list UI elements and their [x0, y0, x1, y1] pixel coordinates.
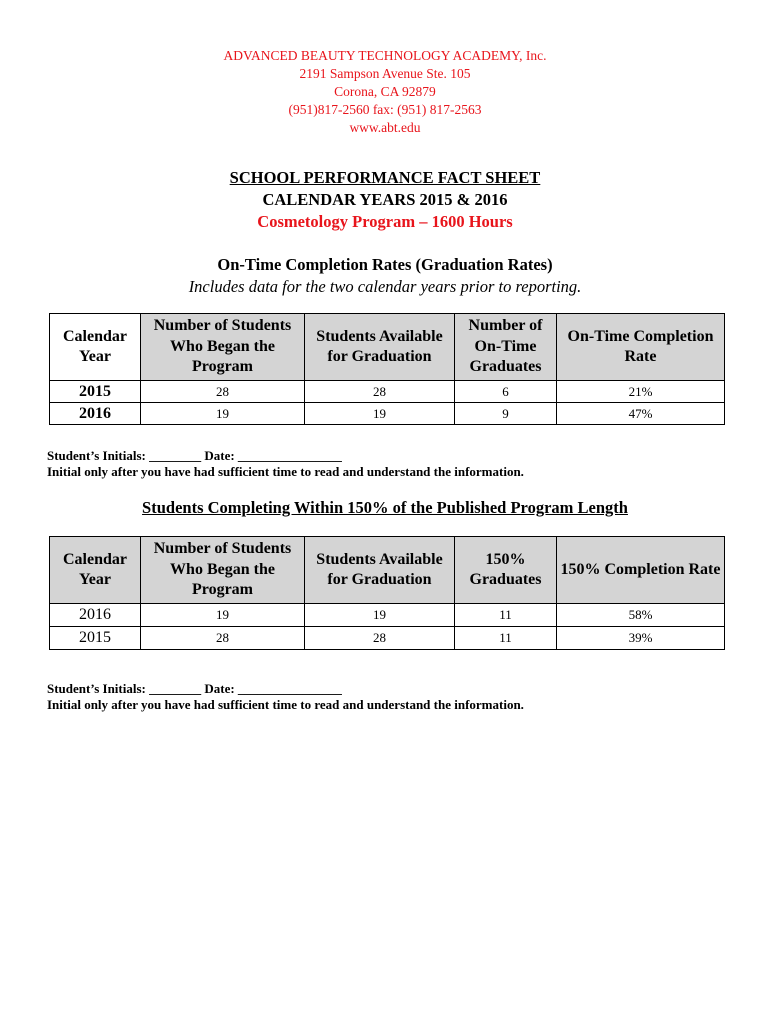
calendar-years-title: CALENDAR YEARS 2015 & 2016	[262, 190, 508, 209]
col-header-year: Calendar Year	[50, 314, 141, 381]
program-title: Cosmetology Program – 1600 Hours	[257, 212, 513, 231]
cell-available: 19	[305, 403, 455, 425]
table-header-row	[50, 314, 725, 381]
section1-subheading: Includes data for the two calendar years prior to reporting.	[188, 277, 582, 296]
cell-graduates: 9	[455, 403, 557, 425]
col-header-graduates: Number of On-Time Graduates	[455, 314, 557, 381]
student-initials-block-1	[47, 448, 524, 480]
col-header-rate: On-Time Completion Rate	[557, 314, 725, 381]
initials-date-line: Student’s Initials: ________ Date: ________________	[47, 448, 342, 463]
col-header-began: Number of Students Who Began the Program	[141, 314, 305, 381]
website: www.abt.edu	[349, 120, 421, 135]
150-percent-completion-table	[49, 536, 725, 650]
cell-graduates: 6	[455, 381, 557, 403]
cell-available: 28	[305, 627, 455, 650]
initials-note: Initial only after you have had sufficient time to read and understand the information.	[47, 697, 524, 712]
cell-year: 2015	[50, 381, 141, 403]
school-name: ADVANCED BEAUTY TECHNOLOGY ACADEMY, Inc.	[223, 48, 547, 63]
cell-graduates: 11	[455, 627, 557, 650]
cell-rate: 39%	[557, 627, 725, 650]
on-time-completion-table	[49, 313, 725, 425]
col-header-available: Students Available for Graduation	[305, 314, 455, 381]
cell-rate: 47%	[557, 403, 725, 425]
col-header-graduates: 150% Graduates	[455, 537, 557, 604]
table-row	[50, 604, 725, 627]
col-header-rate: 150% Completion Rate	[557, 537, 725, 604]
table-header-row	[50, 537, 725, 604]
initials-date-line: Student’s Initials: ________ Date: ________________	[47, 681, 342, 696]
title-block	[0, 167, 770, 233]
cell-rate: 58%	[557, 604, 725, 627]
cell-year: 2015	[50, 627, 141, 650]
col-header-available: Students Available for Graduation	[305, 537, 455, 604]
section1-heading: On-Time Completion Rates (Graduation Rates)	[217, 255, 553, 274]
phone-fax: (951)817-2560 fax: (951) 817-2563	[288, 102, 482, 117]
section1-header	[0, 254, 770, 298]
cell-available: 19	[305, 604, 455, 627]
cell-began: 28	[141, 627, 305, 650]
cell-rate: 21%	[557, 381, 725, 403]
school-header	[0, 47, 770, 137]
section2-heading: Students Completing Within 150% of the Published Program Length	[142, 498, 628, 517]
col-header-began: Number of Students Who Began the Program	[141, 537, 305, 604]
table-row	[50, 627, 725, 650]
col-header-year: Calendar Year	[50, 537, 141, 604]
address-line-2: Corona, CA 92879	[334, 84, 436, 99]
cell-year: 2016	[50, 403, 141, 425]
cell-available: 28	[305, 381, 455, 403]
table-row	[50, 381, 725, 403]
cell-began: 28	[141, 381, 305, 403]
student-initials-block-2	[47, 681, 524, 713]
address-line-1: 2191 Sampson Avenue Ste. 105	[299, 66, 471, 81]
cell-year: 2016	[50, 604, 141, 627]
cell-began: 19	[141, 403, 305, 425]
table-row	[50, 403, 725, 425]
initials-note: Initial only after you have had sufficient time to read and understand the information.	[47, 464, 524, 479]
cell-began: 19	[141, 604, 305, 627]
page-title: SCHOOL PERFORMANCE FACT SHEET	[229, 168, 541, 187]
cell-graduates: 11	[455, 604, 557, 627]
